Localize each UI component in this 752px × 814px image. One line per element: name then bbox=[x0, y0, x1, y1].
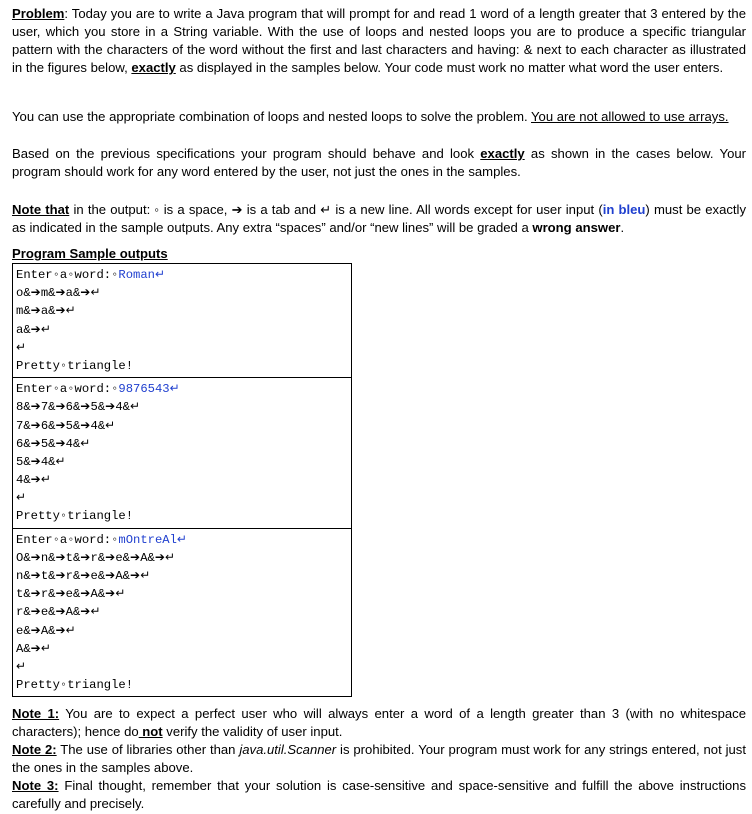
behavior-text: Based on the previous specifications your program should behave and look bbox=[12, 146, 481, 161]
note-text: The use of libraries other than bbox=[56, 742, 240, 758]
output-legend-note bbox=[12, 201, 746, 237]
behavior-paragraph bbox=[12, 145, 746, 181]
samples-heading: Program Sample outputs bbox=[12, 246, 168, 261]
output-line: ↵ bbox=[16, 659, 27, 674]
note-label: Note 3: bbox=[12, 778, 59, 794]
behavior-emphasis: exactly bbox=[480, 146, 525, 161]
output-line: A&➔↵ bbox=[16, 641, 52, 656]
exactly-emphasis: exactly bbox=[131, 60, 176, 76]
legend-text-end: . bbox=[620, 220, 625, 236]
user-input-highlight: in bleu bbox=[602, 202, 646, 217]
output-line: a&➔↵ bbox=[16, 322, 52, 337]
problem-text-end: as displayed in the samples below. Your code must work no matter what word the user enters. bbox=[175, 60, 724, 76]
loops-text: You can use the appropriate combination of loops and nested loops to solve the problem. bbox=[12, 109, 532, 124]
output-line: ↵ bbox=[16, 491, 27, 506]
note-text-end: is prohibited. Your program must work for any strings entered, not just the ones in the samples above. bbox=[12, 742, 746, 776]
output-line: Pretty◦triangle! bbox=[16, 358, 134, 373]
output-line: O&➔n&➔t&➔r&➔e&➔A&➔↵ bbox=[16, 550, 176, 565]
note-text: Final thought, remember that your solution is case-sensitive and space-sensitive and fulfill the above instructions carefully and precisely. bbox=[12, 778, 746, 812]
prompt-line bbox=[16, 380, 351, 398]
output-line: m&➔a&➔↵ bbox=[16, 304, 76, 319]
note-3 bbox=[12, 777, 746, 813]
user-input: mOntreAl↵ bbox=[118, 532, 188, 547]
loops-paragraph bbox=[12, 108, 746, 126]
sample-output-box bbox=[12, 377, 352, 528]
behavior-text-end: as shown in the cases below. Your program should work for any word entered by the user, not just the ones in the samples. bbox=[12, 146, 746, 180]
note-emphasis: not bbox=[138, 724, 163, 740]
legend-text-mid: ) must be exactly as indicated in the sample outputs. Any extra “spaces” and/or “new lines” will be graded a bbox=[12, 202, 746, 236]
note-2 bbox=[12, 741, 746, 777]
notes-section bbox=[12, 705, 746, 814]
note-label: Note 1: bbox=[12, 706, 60, 721]
sample-output-box bbox=[12, 528, 352, 698]
note-label: Note 2: bbox=[12, 742, 57, 758]
problem-label: Problem bbox=[12, 6, 65, 21]
note-text: You are to expect a perfect user who will always enter a word of a length greater than 3 (with no whitespace characters); hence do bbox=[12, 706, 746, 740]
output-line: ↵ bbox=[16, 340, 27, 355]
arrays-restriction: You are not allowed to use arrays. bbox=[531, 109, 729, 124]
sample-outputs bbox=[12, 263, 352, 697]
output-line: 8&➔7&➔6&➔5&➔4&↵ bbox=[16, 400, 141, 415]
output-line: n&➔t&➔r&➔e&➔A&➔↵ bbox=[16, 569, 151, 583]
output-line: t&➔r&➔e&➔A&➔↵ bbox=[16, 587, 126, 602]
note-emphasis: java.util.Scanner bbox=[239, 742, 337, 758]
legend-text: in the output: ◦ is a space, ➔ is a tab and ↵ is a new line. All words except for user input ( bbox=[69, 202, 603, 217]
output-line: e&➔A&➔↵ bbox=[16, 623, 76, 638]
problem-statement bbox=[12, 5, 746, 77]
output-line: Pretty◦triangle! bbox=[16, 509, 134, 524]
user-input: 9876543↵ bbox=[118, 382, 180, 397]
prompt-line bbox=[16, 266, 351, 284]
output-line: 4&➔↵ bbox=[16, 473, 52, 488]
note-that-label: Note that bbox=[12, 202, 70, 217]
sample-output-box bbox=[12, 263, 352, 377]
user-input: Roman↵ bbox=[118, 268, 166, 282]
output-line: 6&➔5&➔4&↵ bbox=[16, 436, 91, 451]
prompt-text: Enter◦a◦word:◦ bbox=[16, 268, 119, 282]
output-line: o&➔m&➔a&➔↵ bbox=[16, 286, 101, 301]
wrong-answer-emphasis: wrong answer bbox=[532, 220, 621, 236]
output-line: r&➔e&➔A&➔↵ bbox=[16, 605, 101, 620]
output-line: Pretty◦triangle! bbox=[16, 678, 134, 693]
prompt-text: Enter◦a◦word:◦ bbox=[16, 382, 119, 397]
problem-text: : Today you are to write a Java program that will prompt for and read 1 word of a length greater that 3 entered by the user, which you store in a String variable. With the use of loops and nested loops you are to produce a specific triangular pattern with the characters of the word without the first and last characters and having: & next to each character as illustrated in the figures below, bbox=[12, 6, 746, 76]
prompt-text: Enter◦a◦word:◦ bbox=[16, 532, 119, 547]
prompt-line bbox=[16, 531, 351, 549]
note-1 bbox=[12, 705, 746, 741]
output-line: 5&➔4&↵ bbox=[16, 454, 66, 469]
output-line: 7&➔6&➔5&➔4&↵ bbox=[16, 418, 116, 433]
note-text-end: verify the validity of user input. bbox=[162, 724, 343, 740]
